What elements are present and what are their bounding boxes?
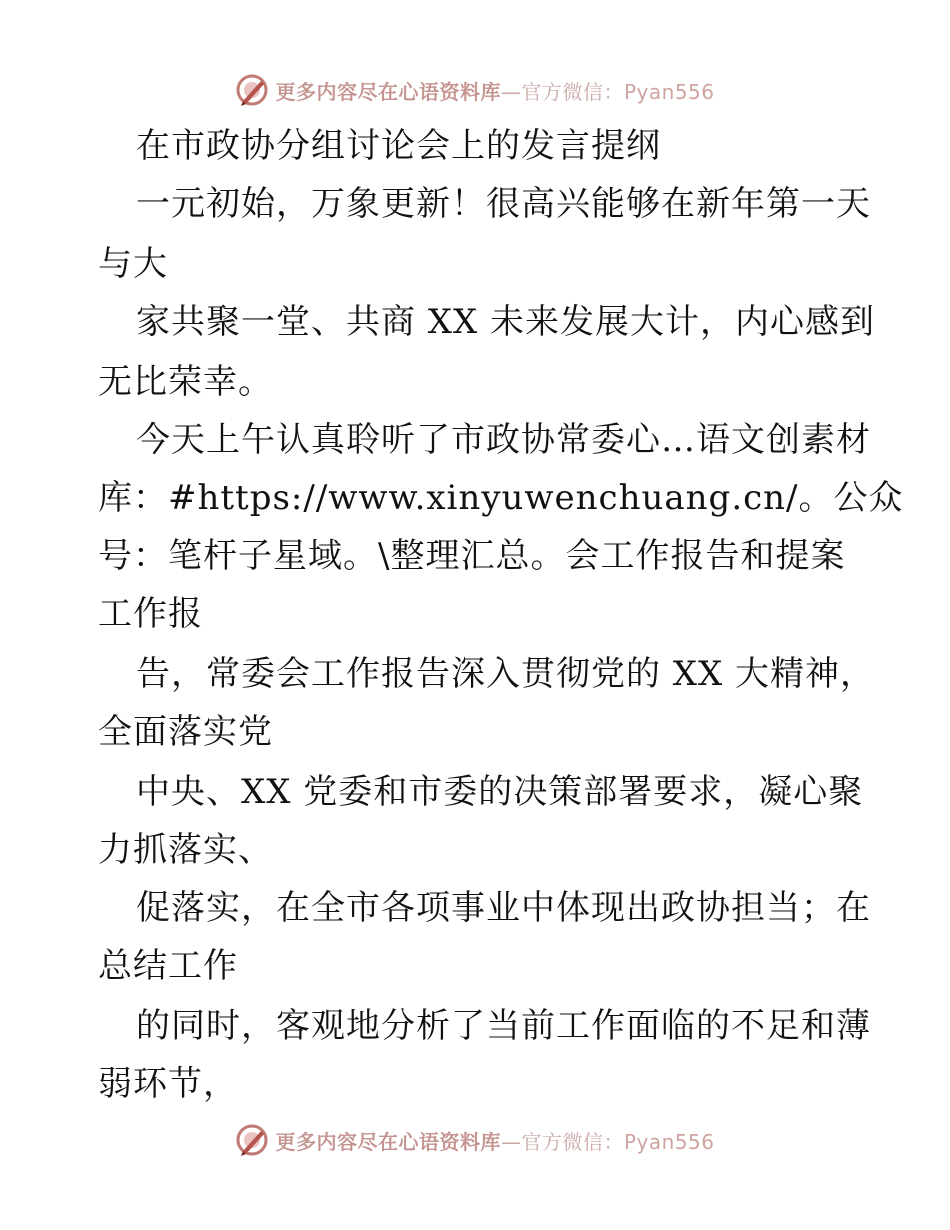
text-line: 库：#https://www.xinyuwenchuang.cn/。公众 bbox=[98, 478, 904, 518]
text-line: 无比荣幸。 bbox=[98, 362, 273, 402]
text-line: 总结工作 bbox=[98, 946, 238, 986]
text-line: 与大 bbox=[98, 244, 168, 284]
footer-watermark bbox=[0, 1120, 950, 1160]
text-line: 弱环节， bbox=[98, 1064, 238, 1104]
text-line: 中央、XX 党委和市委的决策部署要求，凝心聚 bbox=[136, 772, 864, 812]
text-line: 工作报 bbox=[98, 594, 203, 634]
text-line: 号：笔杆子星域。\整理汇总。会工作报告和提案 bbox=[98, 536, 846, 576]
text-line: 全面落实党 bbox=[98, 712, 273, 752]
document-title: 在市政协分组讨论会上的发言提纲 bbox=[136, 126, 661, 166]
text-line: 促落实，在全市各项事业中体现出政协担当；在 bbox=[136, 888, 871, 928]
wechat-label: 官方微信： bbox=[521, 1129, 624, 1154]
site-name: 更多内容尽在心语资料库 bbox=[275, 79, 501, 104]
pen-logo-icon bbox=[235, 73, 269, 107]
text-line: 今天上午认真聆听了市政协常委心…语文创素材 bbox=[136, 420, 871, 460]
text-line: 家共聚一堂、共商 XX 未来发展大计，内心感到 bbox=[136, 302, 876, 342]
text-line: 力抓落实、 bbox=[98, 830, 273, 870]
wechat-id: Pyan556 bbox=[623, 1129, 715, 1154]
pen-logo-icon bbox=[235, 1123, 269, 1157]
text-line: 一元初始，万象更新！很高兴能够在新年第一天 bbox=[136, 184, 871, 224]
text-line: 告，常委会工作报告深入贯彻党的 XX 大精神， bbox=[136, 654, 876, 694]
wechat-label: 官方微信： bbox=[521, 79, 624, 104]
site-name: 更多内容尽在心语资料库 bbox=[275, 1129, 501, 1154]
text-line: 的同时，客观地分析了当前工作面临的不足和薄 bbox=[136, 1006, 871, 1046]
header-watermark bbox=[0, 70, 950, 110]
wechat-id: Pyan556 bbox=[623, 79, 715, 104]
banner-separator: — bbox=[500, 1129, 522, 1154]
banner-separator: — bbox=[500, 79, 522, 104]
